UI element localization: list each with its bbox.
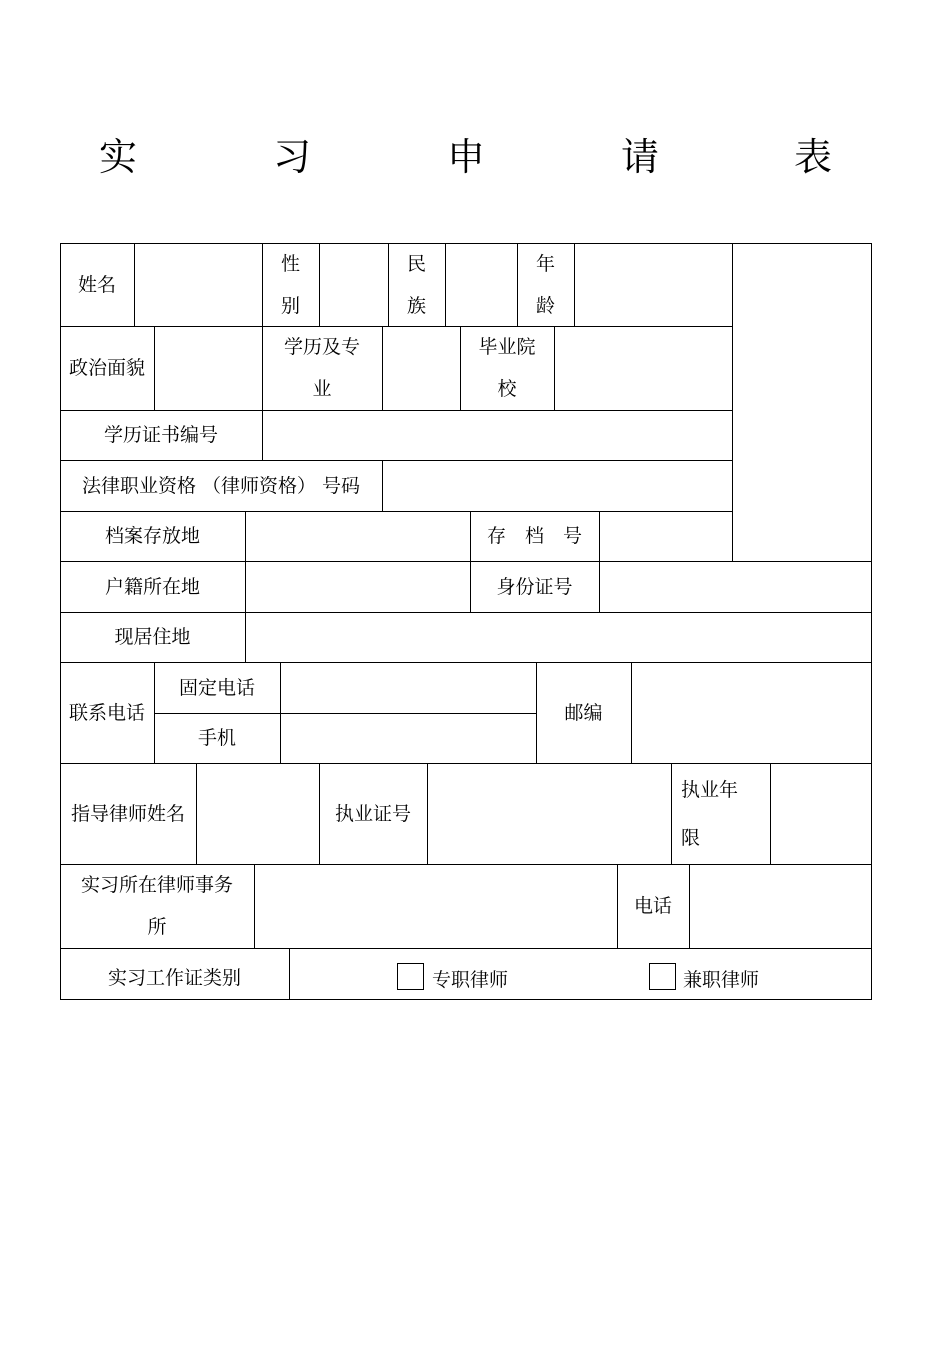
photo-area: [733, 244, 871, 561]
supervisor-name-field[interactable]: [197, 764, 319, 864]
part-time-label: 兼职律师: [683, 969, 760, 991]
title-char: 习: [272, 135, 311, 179]
law-firm-label: 实习所在律师事务所: [80, 874, 233, 938]
diploma-number-label: 学历证书编号: [103, 424, 218, 446]
age-field[interactable]: [575, 244, 732, 326]
permit-type-label: 实习工作证类别: [107, 967, 241, 989]
archive-location-label: 档案存放地: [104, 525, 200, 547]
table-border: [871, 243, 872, 1000]
id-number-field[interactable]: [600, 562, 871, 612]
practice-years-field[interactable]: [771, 764, 871, 864]
name-field[interactable]: [135, 244, 262, 326]
practice-years-label: 执业年限: [681, 778, 739, 849]
title-char: 申: [446, 135, 485, 179]
archive-number-field[interactable]: [600, 512, 732, 561]
political-status-label: 政治面貌: [68, 357, 145, 379]
school-field[interactable]: [555, 327, 732, 410]
contact-phone-label: 联系电话: [68, 701, 145, 724]
license-number-label: 执业证号: [334, 802, 411, 825]
current-address-field[interactable]: [246, 613, 871, 662]
gender-field[interactable]: [320, 244, 388, 326]
part-time-checkbox[interactable]: [649, 963, 676, 990]
household-registration-field[interactable]: [246, 562, 470, 612]
gender-label: 性别: [280, 252, 300, 317]
title-char: 实: [98, 135, 137, 179]
full-time-checkbox[interactable]: [397, 963, 424, 990]
name-label: 姓名: [77, 273, 116, 296]
landline-field[interactable]: [281, 663, 536, 713]
title-char: 请: [620, 135, 659, 179]
school-label: 毕业院校: [478, 336, 536, 400]
mobile-field[interactable]: [281, 714, 536, 763]
household-registration-label: 户籍所在地: [104, 575, 200, 598]
archive-location-field[interactable]: [246, 512, 470, 561]
legal-qualification-field[interactable]: [383, 461, 732, 511]
age-label: 年龄: [535, 252, 555, 317]
law-firm-field[interactable]: [255, 865, 617, 948]
full-time-label: 专职律师: [432, 969, 509, 991]
postcode-field[interactable]: [632, 663, 871, 763]
col-divider: [289, 948, 290, 1000]
firm-phone-field[interactable]: [690, 865, 871, 948]
ethnicity-field[interactable]: [446, 244, 517, 326]
education-major-label: 学历及专业: [283, 336, 360, 400]
postcode-label: 邮编: [564, 701, 603, 724]
legal-qualification-label: 法律职业资格 （律师资格） 号码: [81, 474, 361, 497]
archive-number-label: 存 档 号: [486, 525, 582, 547]
id-number-label: 身份证号: [496, 575, 573, 598]
firm-phone-label: 电话: [633, 895, 672, 917]
education-major-field[interactable]: [383, 327, 460, 410]
political-status-field[interactable]: [155, 327, 262, 410]
ethnicity-label: 民族: [406, 252, 426, 317]
landline-label: 固定电话: [178, 676, 255, 699]
title-char: 表: [793, 135, 832, 179]
diploma-number-field[interactable]: [263, 411, 732, 460]
application-form: [60, 243, 872, 1000]
mobile-label: 手机: [197, 727, 236, 749]
current-address-label: 现居住地: [114, 626, 191, 648]
license-number-field[interactable]: [428, 764, 671, 864]
supervisor-name-label: 指导律师姓名: [70, 802, 185, 825]
